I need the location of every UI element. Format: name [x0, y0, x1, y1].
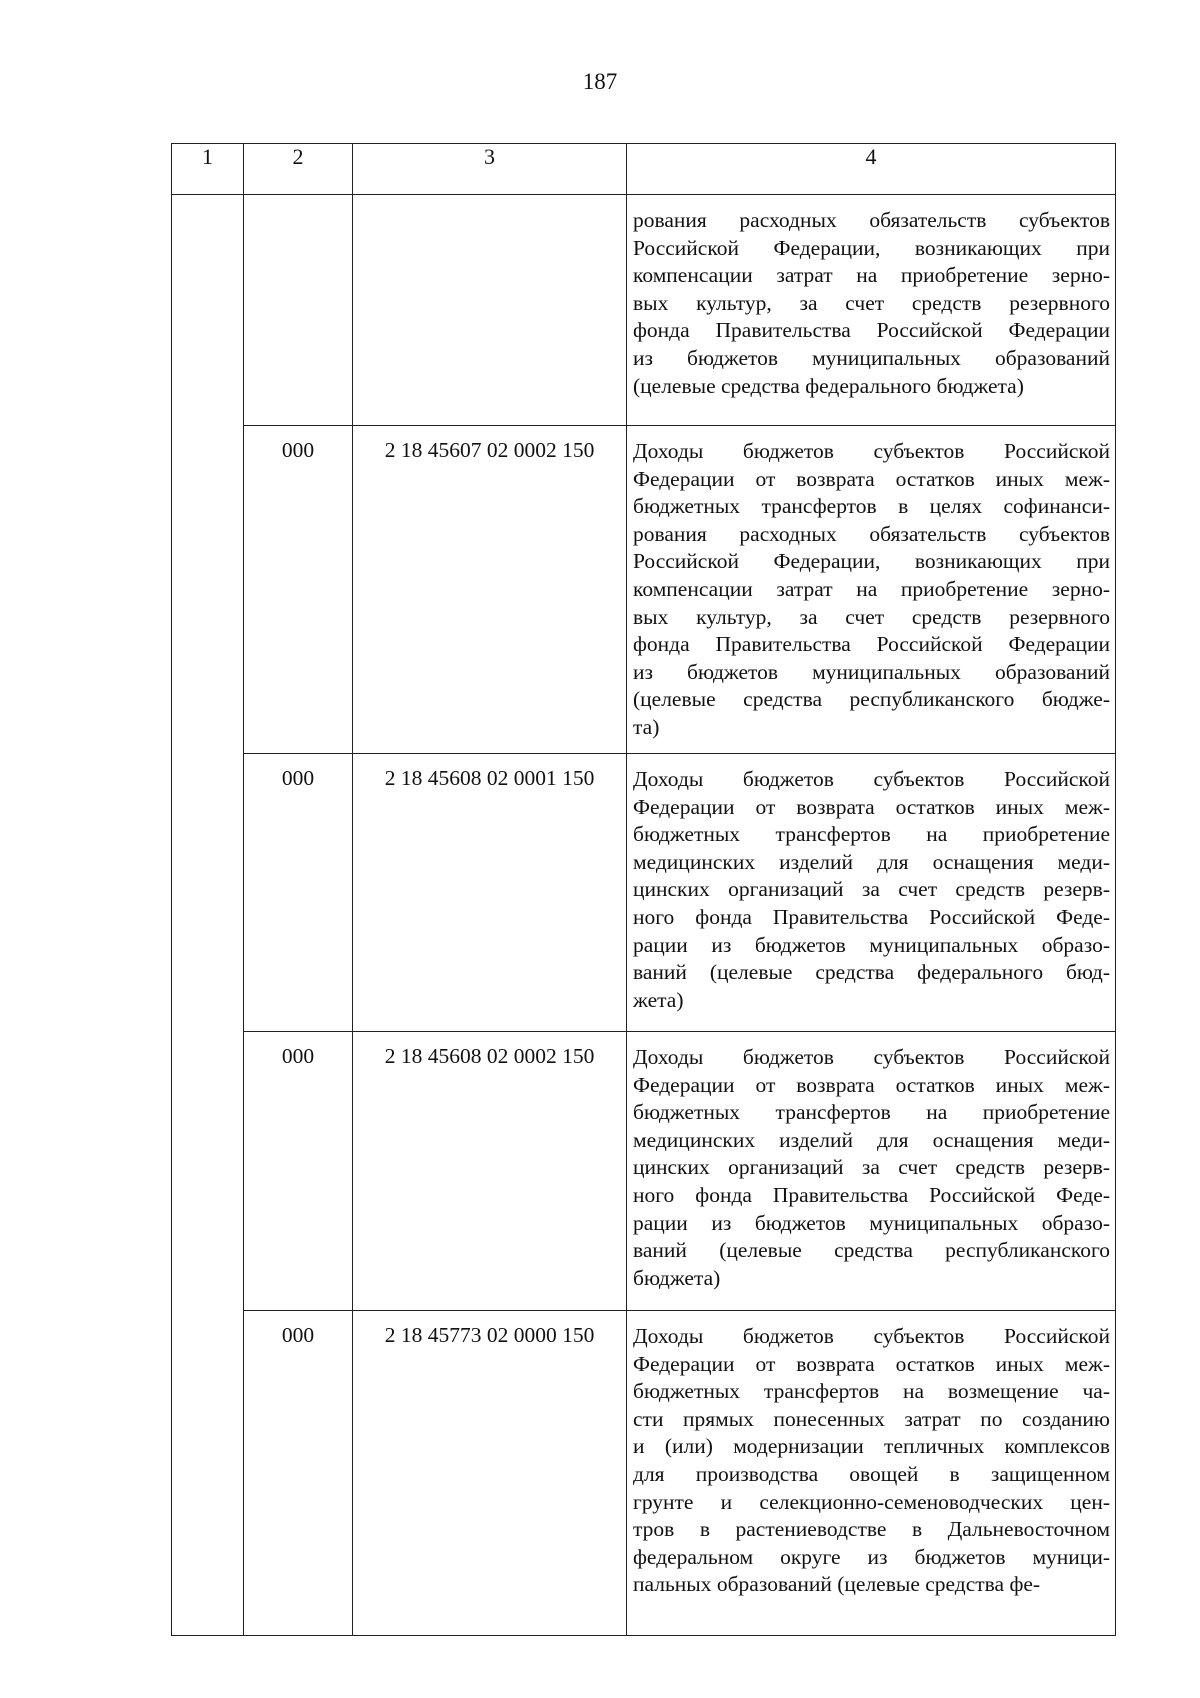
- description-cell: [627, 754, 1116, 1032]
- description-line: бюджетных трансфертов на возмещение ча-: [633, 1379, 1110, 1404]
- table-row: [172, 1311, 1116, 1636]
- description-line: для производства овощей в защищенном: [633, 1461, 1110, 1486]
- description-line: Доходы бюджетов субъектов Российской: [633, 767, 1110, 791]
- description-line: компенсации затрат на приобретение зерно-: [633, 576, 1110, 601]
- description-line: Доходы бюджетов субъектов Российской: [633, 1324, 1110, 1348]
- description-line: (целевые средства федерального бюджета): [633, 373, 1024, 398]
- description-line: компенсации затрат на приобретение зерно-: [633, 263, 1110, 288]
- description-line: цинских организаций за счет средств резерв-: [633, 1155, 1110, 1180]
- header-col-1: 1: [172, 144, 244, 195]
- description-line: пальных образований (целевые средства фе-: [633, 1572, 1041, 1597]
- description-line: Федерации от возврата остатков иных меж-: [633, 1072, 1110, 1097]
- admin-code-cell: [244, 195, 353, 426]
- description-line: рации из бюджетов муниципальных образо-: [633, 1210, 1110, 1235]
- description-line: ного фонда Правительства Российской Феде-: [633, 904, 1110, 929]
- budget-code-cell: 2 18 45607 02 0002 150: [353, 426, 627, 754]
- page-number: 187: [582, 69, 618, 94]
- admin-code-cell: 000: [244, 1032, 353, 1311]
- description-cell: [627, 426, 1116, 754]
- description-line: Российской Федерации, возникающих при: [633, 235, 1110, 260]
- description-line: бюджетных трансфертов на приобретение: [633, 1100, 1110, 1125]
- description-line: рования расходных обязательств субъектов: [633, 521, 1110, 546]
- admin-code-cell: 000: [244, 754, 353, 1032]
- description-line: ваний (целевые средства республиканского: [633, 1238, 1110, 1263]
- description-line: фонда Правительства Российской Федерации: [633, 632, 1110, 657]
- description-line: ного фонда Правительства Российской Феде-: [633, 1182, 1110, 1207]
- description-line: сти прямых понесенных затрат по созданию: [633, 1406, 1110, 1431]
- description-line: жета): [633, 987, 684, 1012]
- description-line: ваний (целевые средства федерального бюд-: [633, 960, 1110, 985]
- description-line: из бюджетов муниципальных образований: [633, 345, 1110, 370]
- description-line: Российской Федерации, возникающих при: [633, 549, 1110, 574]
- description-line: грунте и селекционно-семеноводческих цен-: [633, 1489, 1110, 1514]
- header-col-2: 2: [244, 144, 353, 195]
- table-row: [172, 426, 1116, 754]
- budget-code-cell: 2 18 45608 02 0001 150: [353, 754, 627, 1032]
- description-line: и (или) модернизации тепличных комплексов: [633, 1434, 1110, 1459]
- description-line: бюджетных трансфертов на приобретение: [633, 822, 1110, 847]
- description-line: бюджетных трансфертов в целях софинанси-: [633, 494, 1110, 519]
- description-line: та): [633, 714, 660, 739]
- description-cell: [627, 1311, 1116, 1636]
- table-header-row: [172, 144, 1116, 195]
- description-line: Федерации от возврата остатков иных меж-: [633, 466, 1110, 491]
- description-line: тров в растениеводстве в Дальневосточном: [633, 1517, 1110, 1542]
- description-line: вых культур, за счет средств резервного: [633, 604, 1110, 629]
- description-line: (целевые средства республиканского бюдже-: [633, 687, 1110, 712]
- description-line: цинских организаций за счет средств резерв-: [633, 877, 1110, 902]
- description-line: Федерации от возврата остатков иных меж-: [633, 1351, 1110, 1376]
- table-row: [172, 754, 1116, 1032]
- description-line: фонда Правительства Российской Федерации: [633, 318, 1110, 343]
- description-line: федеральном округе из бюджетов муници-: [633, 1544, 1110, 1569]
- table-row: [172, 1032, 1116, 1311]
- budget-code-cell: [353, 195, 627, 426]
- admin-code-cell: 000: [244, 426, 353, 754]
- header-col-4: 4: [627, 144, 1116, 195]
- description-line: рования расходных обязательств субъектов: [633, 208, 1110, 232]
- description-line: Доходы бюджетов субъектов Российской: [633, 439, 1110, 463]
- description-line: рации из бюджетов муниципальных образо-: [633, 932, 1110, 957]
- description-cell: [627, 1032, 1116, 1311]
- description-line: Доходы бюджетов субъектов Российской: [633, 1045, 1110, 1069]
- budget-code-cell: 2 18 45608 02 0002 150: [353, 1032, 627, 1311]
- description-line: вых культур, за счет средств резервного: [633, 290, 1110, 315]
- table-row: [172, 195, 1116, 426]
- admin-code-cell: 000: [244, 1311, 353, 1636]
- description-line: Федерации от возврата остатков иных меж-: [633, 794, 1110, 819]
- description-line: медицинских изделий для оснащения меди-: [633, 1127, 1110, 1152]
- col1-merged-cell: [172, 195, 244, 1636]
- description-line: медицинских изделий для оснащения меди-: [633, 849, 1110, 874]
- description-line: из бюджетов муниципальных образований: [633, 659, 1110, 684]
- budget-income-table: [171, 143, 1116, 1636]
- description-line: бюджета): [633, 1265, 721, 1290]
- description-cell: [627, 195, 1116, 426]
- budget-code-cell: 2 18 45773 02 0000 150: [353, 1311, 627, 1636]
- header-col-3: 3: [353, 144, 627, 195]
